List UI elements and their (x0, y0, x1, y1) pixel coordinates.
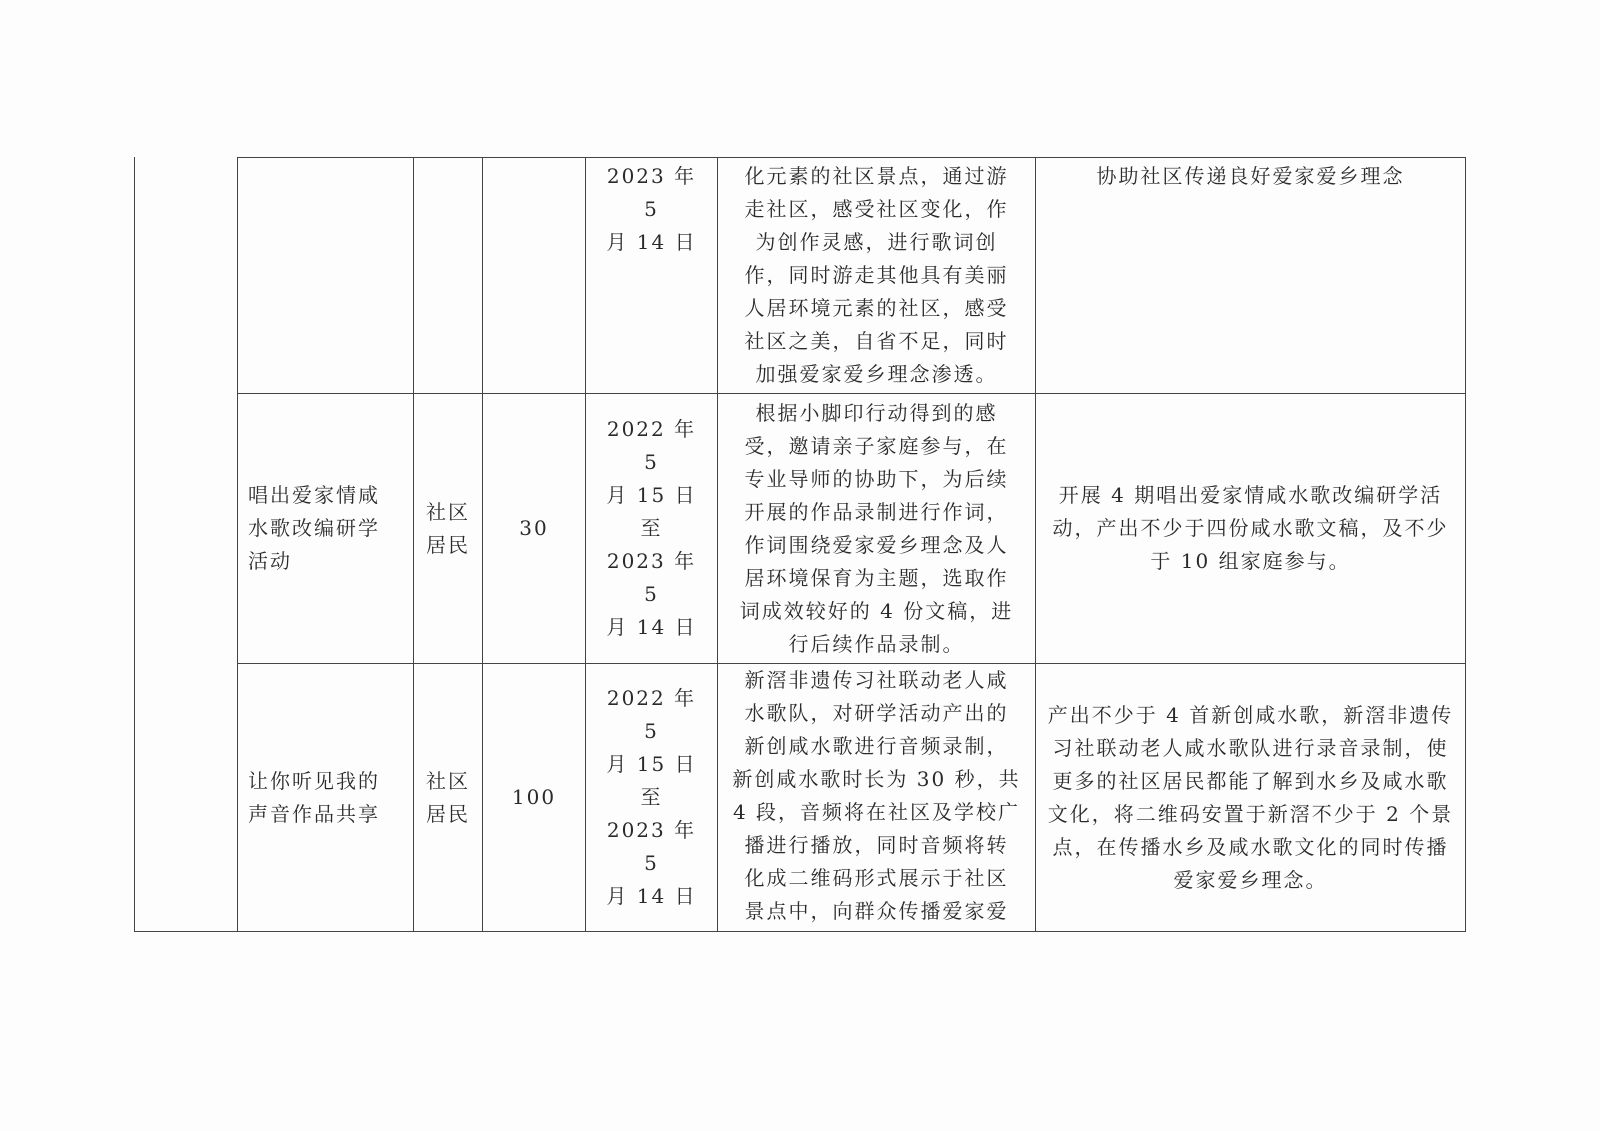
target-group-cell: 社区 居民 (414, 664, 483, 932)
target-group-cell: 社区 居民 (414, 394, 483, 664)
expected-outcome-cell: 产出不少于 4 首新创咸水歌，新滘非遗传 习社联动老人咸水歌队进行录音录制，使 更多的社区居民都能了解到水乡及咸水歌 文化，将二维码安置于新滘不少于 2 个景 点，在传播水乡及咸水歌文化的同时传播 爱家爱乡理念。 (1036, 664, 1466, 932)
time-period-cell: 2022 年 5 月 15 日至 2023 年 5 月 14 日 (586, 394, 718, 664)
time-period-cell: 2023 年 5 月 14 日 (586, 158, 718, 394)
table-row (238, 664, 1466, 932)
participant-count-cell (483, 158, 586, 394)
table-row (238, 158, 1466, 394)
outer-left-border (134, 157, 135, 932)
activity-name-cell (238, 158, 414, 394)
expected-outcome-cell: 开展 4 期唱出爱家情咸水歌改编研学活 动，产出不少于四份咸水歌文稿，及不少 于 10 组家庭参与。 (1036, 394, 1466, 664)
participant-count-cell: 100 (483, 664, 586, 932)
table-row (238, 394, 1466, 664)
target-group-cell (414, 158, 483, 394)
activity-name-cell: 让你听见我的 声音作品共享 (238, 664, 414, 932)
time-period-cell: 2022 年 5 月 15 日至 2023 年 5 月 14 日 (586, 664, 718, 932)
activity-content-cell: 根据小脚印行动得到的感 受，邀请亲子家庭参与，在 专业导师的协助下，为后续 开展的作品录制进行作词， 作词围绕爱家爱乡理念及人 居环境保育为主题，选取作 词成效较好的 4 份文稿，进 行后续作品录制。 (718, 394, 1036, 664)
participant-count-cell: 30 (483, 394, 586, 664)
activity-table (237, 157, 1466, 932)
activity-name-cell: 唱出爱家情咸 水歌改编研学 活动 (238, 394, 414, 664)
expected-outcome-cell: 协助社区传递良好爱家爱乡理念 (1036, 158, 1466, 394)
activity-content-cell: 新滘非遗传习社联动老人咸 水歌队，对研学活动产出的 新创咸水歌进行音频录制， 新创咸水歌时长为 30 秒，共 4 段，音频将在社区及学校广 播进行播放，同时音频将转 化成二维码形式展示于社区 景点中，向群众传播爱家爱 (718, 664, 1036, 932)
activity-content-cell: 化元素的社区景点，通过游 走社区，感受社区变化，作 为创作灵感，进行歌词创 作，同时游走其他具有美丽 人居环境元素的社区，感受 社区之美，自省不足，同时 加强爱家爱乡理念渗透。 (718, 158, 1036, 394)
